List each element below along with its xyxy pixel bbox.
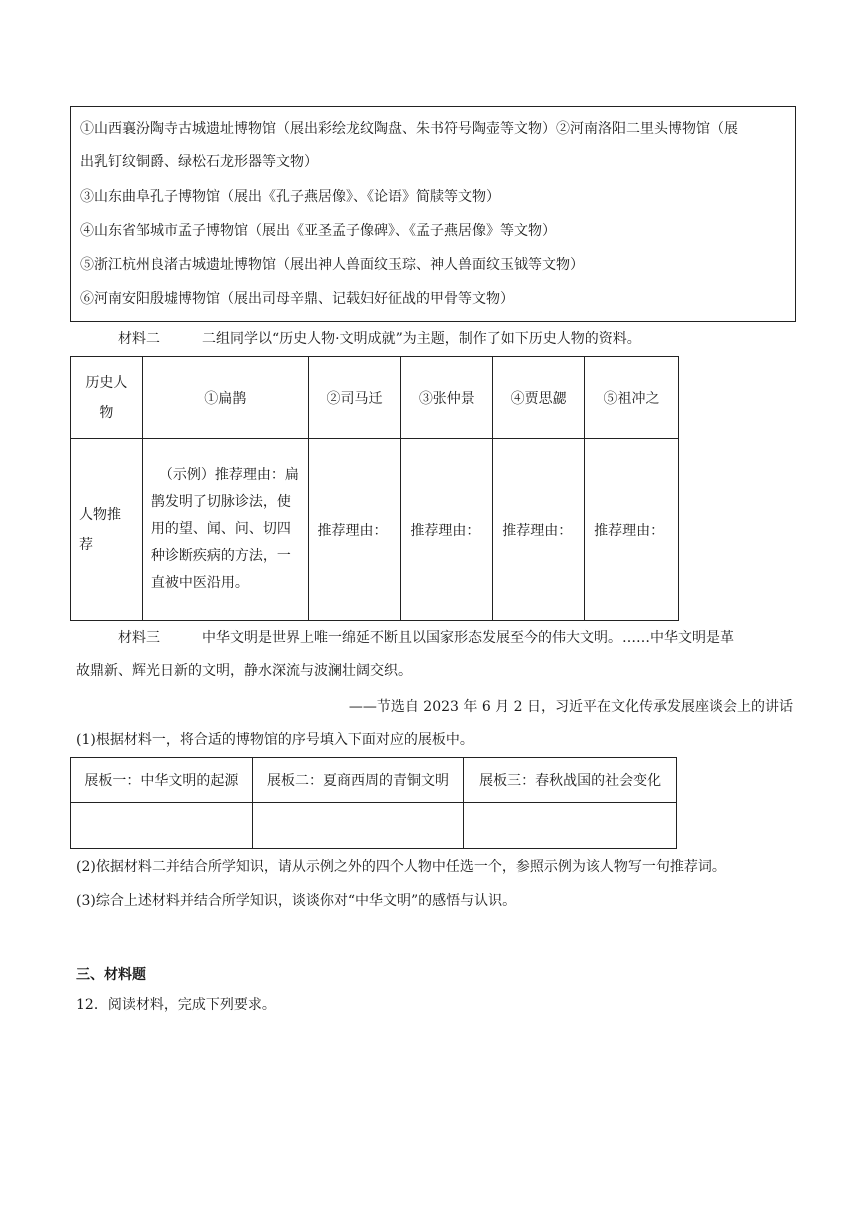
material3-text-line1: 中华文明是世界上唯一绵延不断且以国家形态发展至今的伟大文明。……中华文明是革	[202, 630, 734, 646]
museum-line-5: ⑤浙江杭州良渚古城遗址博物馆（展出神人兽面纹玉琮、神人兽面纹玉钺等文物）	[80, 257, 584, 273]
museum-line-3: ③山东曲阜孔子博物馆（展出《孔子燕居像》、《论语》简牍等文物）	[80, 189, 500, 205]
museum-list-box	[70, 106, 796, 322]
figure-header-5: ⑤祖冲之	[585, 357, 679, 439]
header-cell-historical-figure: 历史人 物	[71, 357, 143, 439]
material3-source: ——节选自 2023 年 6 月 2 日，习近平在文化传承发展座谈会上的讲话	[348, 699, 793, 715]
museum-line-1: ①山西襄汾陶寺古城遗址博物馆（展出彩绘龙纹陶盘、朱书符号陶壶等文物）②河南洛阳二里头博物馆（展	[80, 121, 738, 137]
reason-cell-2[interactable]: 推荐理由：	[308, 439, 401, 621]
board-header-2: 展板二：夏商西周的青铜文明	[252, 758, 464, 803]
figure-header-2: ②司马迁	[308, 357, 401, 439]
board-answer-3[interactable]	[464, 803, 677, 849]
figure-header-3: ③张仲景	[401, 357, 493, 439]
question-1: (1)根据材料一，将合适的博物馆的序号填入下面对应的展板中。	[76, 732, 474, 748]
reason-cell-3[interactable]: 推荐理由：	[401, 439, 493, 621]
section-title: 三、材料题	[76, 967, 146, 983]
figures-table	[70, 356, 679, 621]
museum-line-2: 出乳钉纹铜爵、绿松石龙形器等文物）	[80, 154, 318, 170]
material2-text: 二组同学以“历史人物·文明成就”为主题，制作了如下历史人物的资料。	[202, 331, 641, 347]
material3-text-line2: 故鼎新、辉光日新的文明，静水深流与波澜壮阔交织。	[76, 663, 412, 679]
museum-line-4: ④山东省邹城市孟子博物馆（展出《亚圣孟子像碑》、《孟子燕居像》等文物）	[80, 223, 556, 239]
figure-header-4: ④贾思勰	[493, 357, 585, 439]
board-answer-2[interactable]	[252, 803, 464, 849]
reason-cell-4[interactable]: 推荐理由：	[493, 439, 585, 621]
reason-cell-5[interactable]: 推荐理由：	[585, 439, 679, 621]
board-header-3: 展板三：春秋战国的社会变化	[464, 758, 677, 803]
row-label-recommendation: 人物推 荐	[71, 439, 143, 621]
question-3: (3)综合上述材料并结合所学知识，谈谈你对“中华文明”的感悟与认识。	[76, 893, 517, 909]
board-answer-1[interactable]	[71, 803, 253, 849]
museum-line-6: ⑥河南安阳殷墟博物馆（展出司母辛鼎、记载妇好征战的甲骨等文物）	[80, 291, 514, 307]
example-recommendation: （示例）推荐理由：扁 鹊发明了切脉诊法，使 用的望、闻、问、切四 种诊断疾病的方法，一 直被中医沿用。	[142, 439, 308, 621]
board-header-1: 展板一：中华文明的起源	[71, 758, 253, 803]
material3-label: 材料三	[118, 630, 160, 646]
question-12: 12．阅读材料，完成下列要求。	[76, 997, 276, 1013]
question-2: (2)依据材料二并结合所学知识，请从示例之外的四个人物中任选一个，参照示例为该人物写一句推荐词。	[76, 859, 726, 875]
figure-header-1: ①扁鹊	[142, 357, 308, 439]
material2-label: 材料二	[118, 331, 160, 347]
boards-table	[70, 757, 677, 849]
